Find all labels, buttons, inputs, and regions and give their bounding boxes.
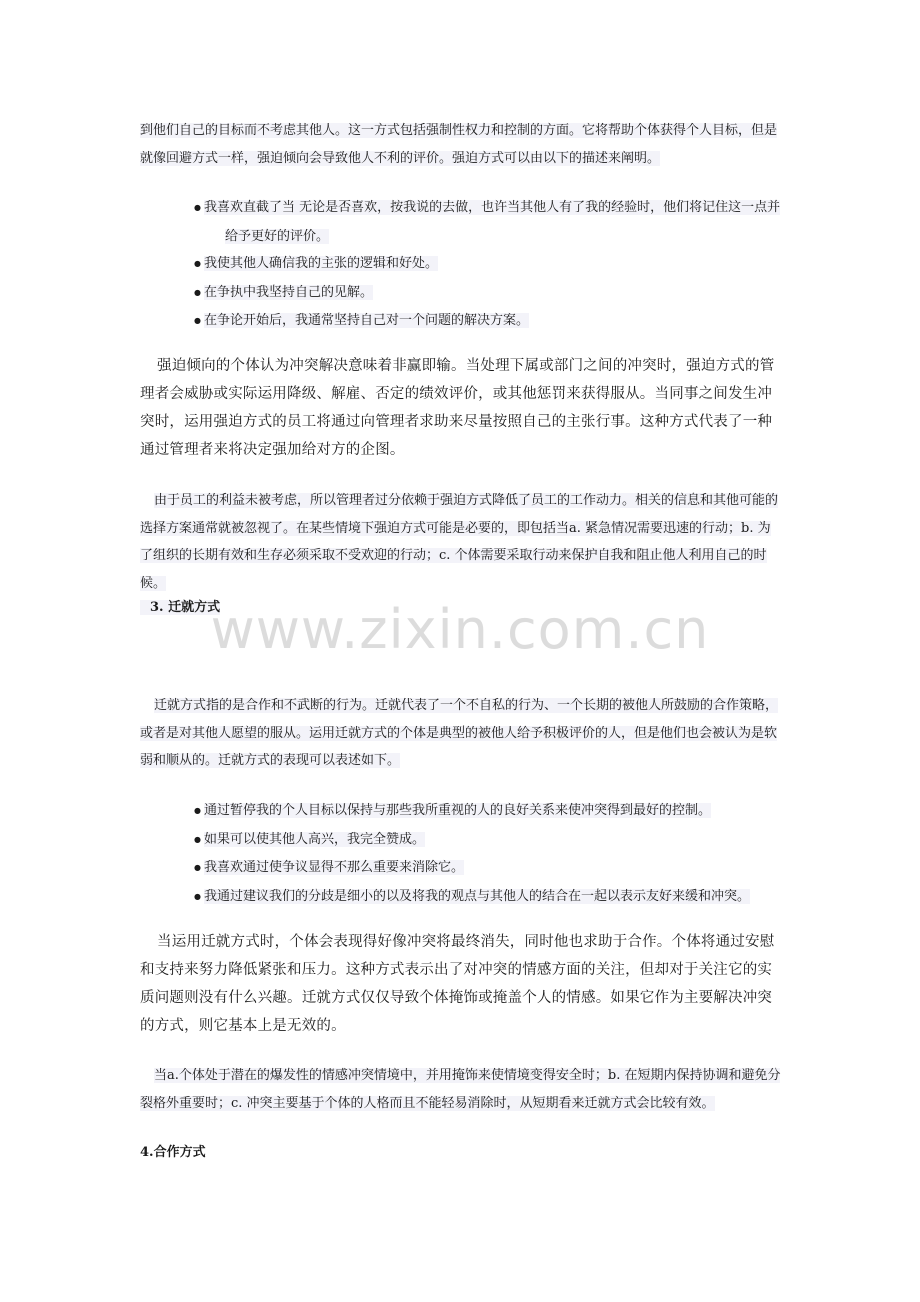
section-heading-collaborating: 4.合作方式 (140, 1145, 206, 1160)
list-item: ●我喜欢通过使争议显得不那么重要来消除它。 (194, 854, 786, 883)
list-item: ●如果可以使其他人高兴，我完全赞成。 (194, 826, 786, 855)
list-item: ●我使其他人确信我的主张的逻辑和好处。 (194, 250, 786, 279)
list-item: ●我通过建议我们的分歧是细小的以及将我的观点与其他人的结合在一起以表示友好来缓和冲突。 (194, 883, 786, 912)
watermark: www.zixin.com.cn (210, 598, 710, 661)
bullet-icon (194, 826, 204, 855)
paragraph-forcing-intro (140, 117, 782, 172)
list-item: ●在争执中我坚持自己的见解。 (194, 279, 786, 308)
bullet-icon (194, 797, 204, 826)
paragraph-text: 到他们自己的目标而不考虑其他人。这一方式包括强制性权力和控制的方面。它将帮助个体获得个人目标，但是就像回避方式一样，强迫倾向会导致他人不利的评价。强迫方式可以由以下的描述来阐明。 (140, 123, 778, 166)
paragraph-forcing-win-lose: 强迫倾向的个体认为冲突解决意味着非赢即输。当处理下属或部门之间的冲突时，强迫方式的管理者会威胁或实际运用降级、解雇、否定的绩效评价，或其他惩罚来获得服从。当同事之间发生冲突时，运用强迫方式的员工将通过向管理者求助来尽量按照自己的主张行事。这种方式代表了一种通过管理者来将决定强加给对方的企图。 (140, 358, 775, 458)
list-item: ●通过暂停我的个人目标以保持与那些我所重视的人的良好关系来使冲突得到最好的控制。 (194, 797, 786, 826)
list-item: ●我喜欢直截了当 无论是否喜欢，按我说的去做，也许当其他人有了我的经验时，他们将记住这一点并给予更好的评价。 (194, 194, 786, 250)
bullet-icon (194, 307, 204, 336)
section-heading-accommodating: 3. 迁就方式 (140, 598, 220, 618)
paragraph-forcing-drawbacks: 由于员工的利益未被考虑，所以管理者过分依赖于强迫方式降低了员工的工作动力。相关的信息和其他可能的选择方案通常就被忽视了。在某些情境下强迫方式可能是必要的，即包括当a. 紧急情况需要迅速的行动；b. 为了组织的长期有效和生存必须采取不受欢迎的行动；c. 个体需要采取行动来保护自我和阻止他人利用自己的时候。 (140, 493, 779, 591)
bullet-icon (194, 250, 204, 279)
bullet-icon (194, 883, 204, 912)
paragraph-accommodating-effect: 当运用迁就方式时，个体会表现得好像冲突将最终消失，同时他也求助于合作。个体将通过安慰和支持来努力降低紧张和压力。这种方式表示出了对冲突的情感方面的关注，但却对于关注它的实质问题则没有什么兴趣。迁就方式仅仅导致个体掩饰或掩盖个人的情感。如果它作为主要解决冲突的方式，则它基本上是无效的。 (140, 934, 775, 1034)
forcing-bullet-list (194, 194, 786, 336)
paragraph-accommodating-intro: 迁就方式指的是合作和不武断的行为。迁就代表了一个不自私的行为、一个长期的被他人所鼓励的合作策略，或者是对其他人愿望的服从。运用迁就方式的个体是典型的被他人给予积极评价的人，但是他们也会被认为是软弱和顺从的。迁就方式的表现可以表述如下。 (140, 698, 779, 768)
bullet-icon (194, 854, 204, 883)
list-item: ●在争论开始后，我通常坚持自己对一个问题的解决方案。 (194, 307, 786, 336)
bullet-icon (194, 279, 204, 308)
bullet-icon (194, 194, 204, 223)
accommodating-bullet-list (194, 797, 786, 911)
paragraph-accommodating-when-effective: 当a.个体处于潜在的爆发性的情感冲突情境中，并用掩饰来使情境变得安全时；b. 在短期内保持协调和避免分裂格外重要时；c. 冲突主要基于个体的人格而且不能轻易消除时，从短期看来迁就方式会比较有效。 (140, 1068, 781, 1111)
